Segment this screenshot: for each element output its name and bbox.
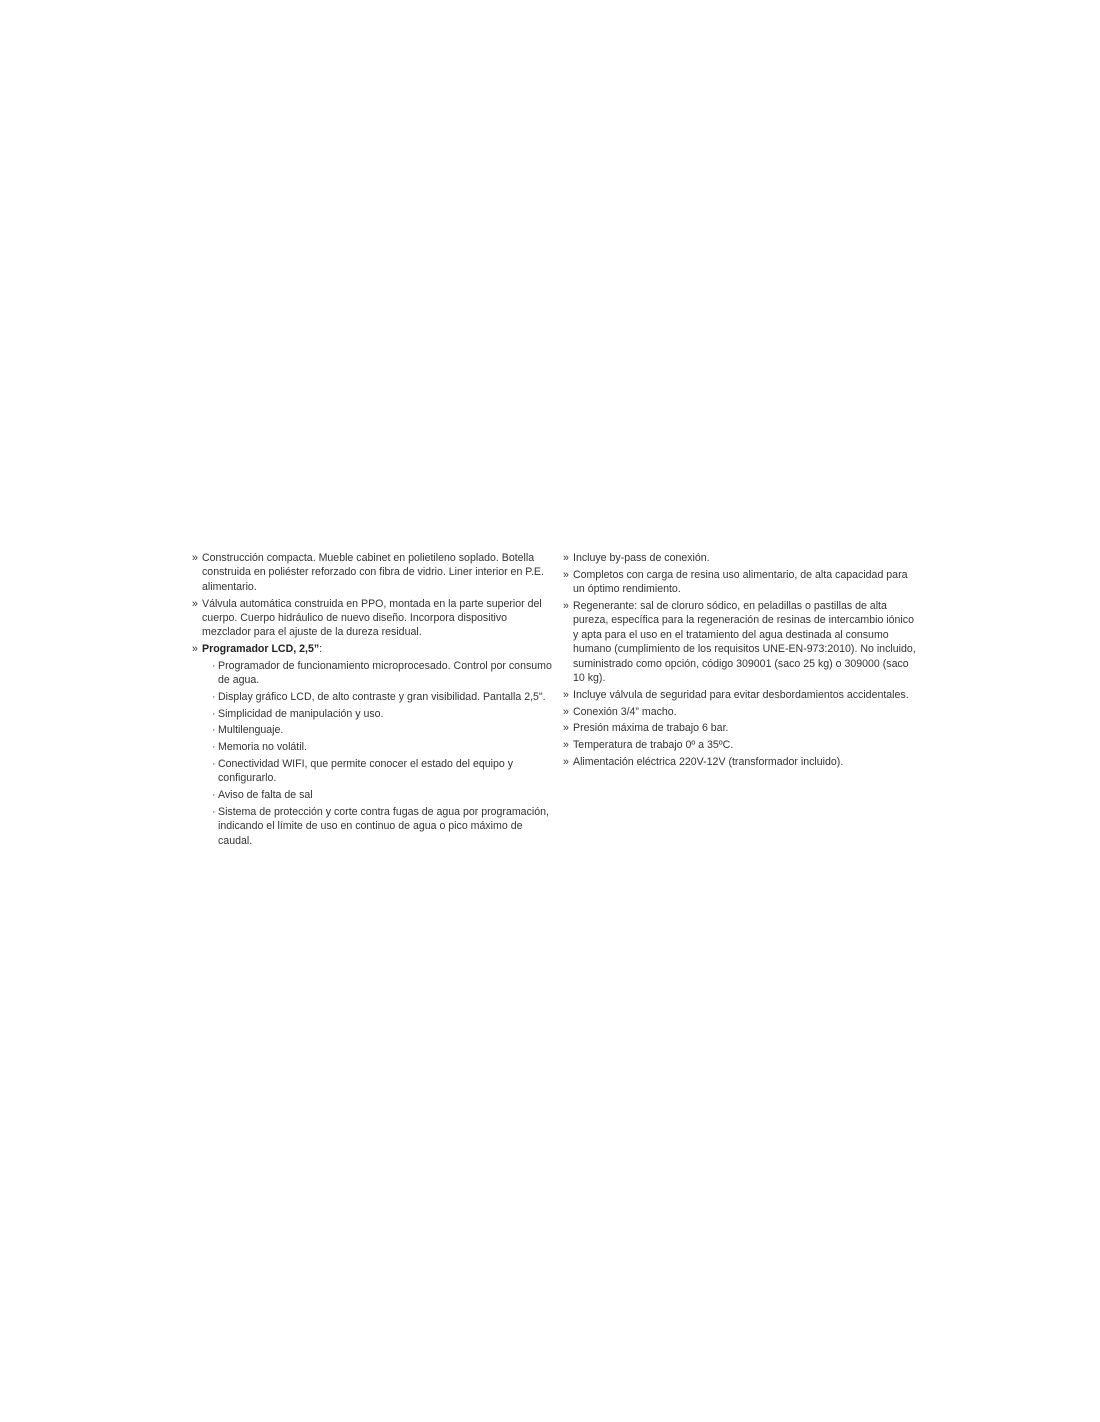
feature-item: [192, 597, 552, 640]
programmer-feature: [202, 788, 552, 802]
feature-item: [563, 568, 918, 597]
feature-text: Incluye by-pass de conexión.: [573, 552, 710, 564]
programmer-feature-list: [202, 659, 552, 849]
bullet-mark: »: [563, 739, 569, 752]
feature-item: [563, 705, 918, 719]
feature-item: [563, 551, 918, 565]
programmer-feature-text: Sistema de protección y corte contra fugas de agua por programación, indicando el límite de uso en continuo de agua o pico máximo de caudal.: [218, 806, 549, 847]
feature-item: [563, 755, 918, 769]
programmer-title: Programador LCD, 2,5”: [202, 643, 320, 656]
bullet-mark: »: [563, 756, 569, 769]
bullet-mark: »: [563, 552, 569, 564]
feature-item: [563, 599, 918, 685]
feature-text: Alimentación eléctrica 220V-12V (transformador incluido).: [573, 756, 844, 769]
feature-item: [192, 551, 552, 594]
feature-text: Temperatura de trabajo 0º a 35ºC.: [573, 739, 734, 752]
feature-text: Construcción compacta. Mueble cabinet en polietileno soplado. Botella construida en poliéster reforzado con fibra de vidrio. Liner interior en P.E. alimentario.: [202, 552, 544, 593]
sub-bullet-mark: ·: [212, 789, 216, 802]
programmer-feature: [202, 659, 552, 688]
feature-text: Completos con carga de resina uso alimentario, de alta capacidad para un óptimo rendimiento.: [573, 568, 908, 596]
bullet-mark: »: [192, 552, 198, 564]
programmer-feature: [202, 723, 552, 737]
bullet-mark: »: [563, 600, 569, 612]
programmer-feature: [202, 740, 552, 754]
sub-bullet-mark: ·: [212, 806, 216, 819]
bullet-mark: »: [192, 597, 198, 610]
programmer-feature-text: Programador de funcionamiento microprocesado. Control por consumo de agua.: [218, 659, 552, 687]
left-column: [192, 551, 552, 851]
programmer-feature: [202, 690, 552, 704]
bullet-mark: »: [192, 643, 198, 656]
sub-bullet-mark: ·: [212, 741, 216, 754]
programmer-feature-text: Simplicidad de manipulación y uso.: [218, 707, 384, 720]
feature-item: [563, 721, 918, 735]
programmer-feature-text: Conectividad WIFI, que permite conocer el estado del equipo y configurarlo.: [218, 758, 514, 785]
bullet-mark: »: [563, 688, 569, 701]
programmer-feature: [202, 757, 552, 786]
feature-text: Válvula automática construida en PPO, montada en la parte superior del cuerpo. Cuerpo hidráulico de nuevo diseño. Incorpora dispositivo mezclador para el ajuste de la dureza residual.: [202, 597, 542, 639]
feature-item: [563, 688, 918, 702]
programmer-feature-text: Aviso de falta de sal: [218, 789, 313, 802]
programmer-heading: [202, 642, 552, 656]
programmer-title-suffix: :: [319, 643, 323, 656]
feature-text: Incluye válvula de seguridad para evitar desbordamientos accidentales.: [573, 688, 909, 701]
programmer-feature: [202, 707, 552, 721]
programmer-feature-text: Display gráfico LCD, de alto contraste y gran visibilidad. Pantalla 2,5".: [218, 690, 546, 703]
sub-bullet-mark: ·: [212, 707, 216, 720]
programmer-feature: [202, 805, 552, 848]
sub-bullet-mark: ·: [212, 659, 216, 672]
sub-bullet-mark: ·: [212, 758, 216, 771]
sub-bullet-mark: ·: [212, 690, 216, 703]
bullet-mark: »: [563, 705, 569, 718]
bullet-mark: »: [563, 568, 569, 581]
feature-text: Presión máxima de trabajo 6 bar.: [573, 722, 729, 735]
feature-text: Regenerante: sal de cloruro sódico, en peladillas o pastillas de alta pureza, específica para la regeneración de resinas de intercambio iónico y apta para el uso en el tratamiento del agua destinada al consumo humano (cumplimiento de los requisitos UNE-EN-973:2010). No incluido, suministrado como opción, código 309001 (saco 25 kg) o 309000 (saco 10 kg).: [573, 600, 916, 685]
bullet-mark: »: [563, 722, 569, 735]
programmer-item: [192, 642, 552, 848]
programmer-feature-text: Memoria no volátil.: [218, 741, 307, 754]
feature-item: [563, 738, 918, 752]
right-column: [563, 551, 918, 772]
feature-text: Conexión 3/4” macho.: [573, 705, 677, 718]
sub-bullet-mark: ·: [212, 724, 216, 737]
programmer-feature-text: Multilenguaje.: [218, 724, 284, 737]
